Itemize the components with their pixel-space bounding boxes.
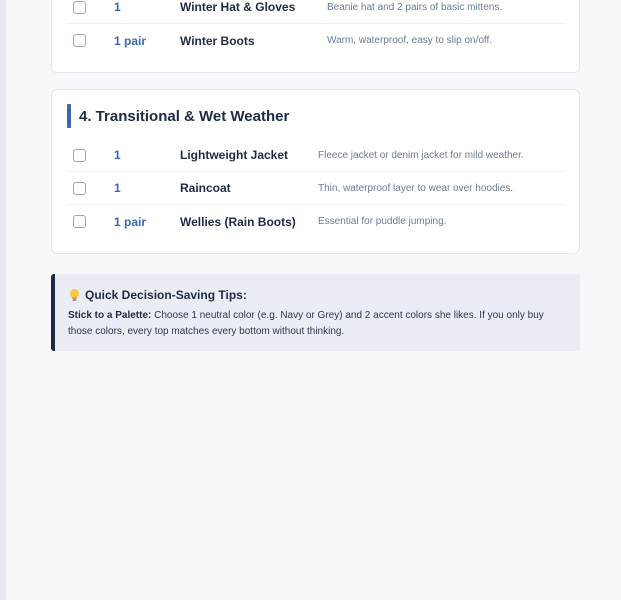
tips-lead: Stick to a Palette: <box>68 310 152 321</box>
section-card-winter <box>51 0 580 73</box>
item-note: Beanie hat and 2 pairs of basic mittens. <box>327 1 503 13</box>
item-note: Fleece jacket or denim jacket for mild weather. <box>318 149 524 161</box>
checkbox[interactable] <box>73 1 86 14</box>
heading-accent-bar <box>67 104 71 128</box>
list-item <box>67 139 565 172</box>
tips-callout <box>51 274 580 351</box>
section-heading <box>67 104 289 128</box>
item-name: Winter Boots <box>180 33 255 48</box>
list-item <box>67 205 565 238</box>
checkbox[interactable] <box>73 34 86 47</box>
checkbox[interactable] <box>73 182 86 195</box>
list-item <box>67 24 565 57</box>
item-quantity: 1 <box>114 181 121 195</box>
tips-title: Quick Decision-Saving Tips: <box>85 288 247 302</box>
tips-text: Choose 1 neutral color (e.g. Navy or Grey) and 2 accent colors she likes. If you only buy those colors, every top matches every bottom without thinking. <box>68 310 544 337</box>
item-name: Wellies (Rain Boots) <box>180 214 296 229</box>
item-note: Essential for puddle jumping. <box>318 216 447 227</box>
tips-body <box>68 308 568 340</box>
item-quantity: 1 pair <box>114 33 147 48</box>
item-name: Raincoat <box>180 181 231 195</box>
page-content <box>6 0 621 600</box>
item-note: Warm, waterproof, easy to slip on/off. <box>327 35 493 46</box>
section-title: 4. Transitional & Wet Weather <box>79 107 290 125</box>
item-name: Winter Hat & Gloves <box>180 0 296 14</box>
item-quantity: 1 <box>114 0 121 14</box>
tips-title-row <box>68 288 247 302</box>
lightbulb-icon <box>68 288 81 302</box>
checkbox[interactable] <box>73 215 86 228</box>
item-note: Thin, waterproof layer to wear over hoodies. <box>318 182 514 194</box>
item-quantity: 1 pair <box>114 214 147 229</box>
list-item <box>67 172 565 205</box>
list-item <box>67 0 565 24</box>
item-quantity: 1 <box>114 148 121 162</box>
checkbox[interactable] <box>73 149 86 162</box>
section-card-wet-weather <box>51 89 580 254</box>
item-name: Lightweight Jacket <box>180 148 289 162</box>
